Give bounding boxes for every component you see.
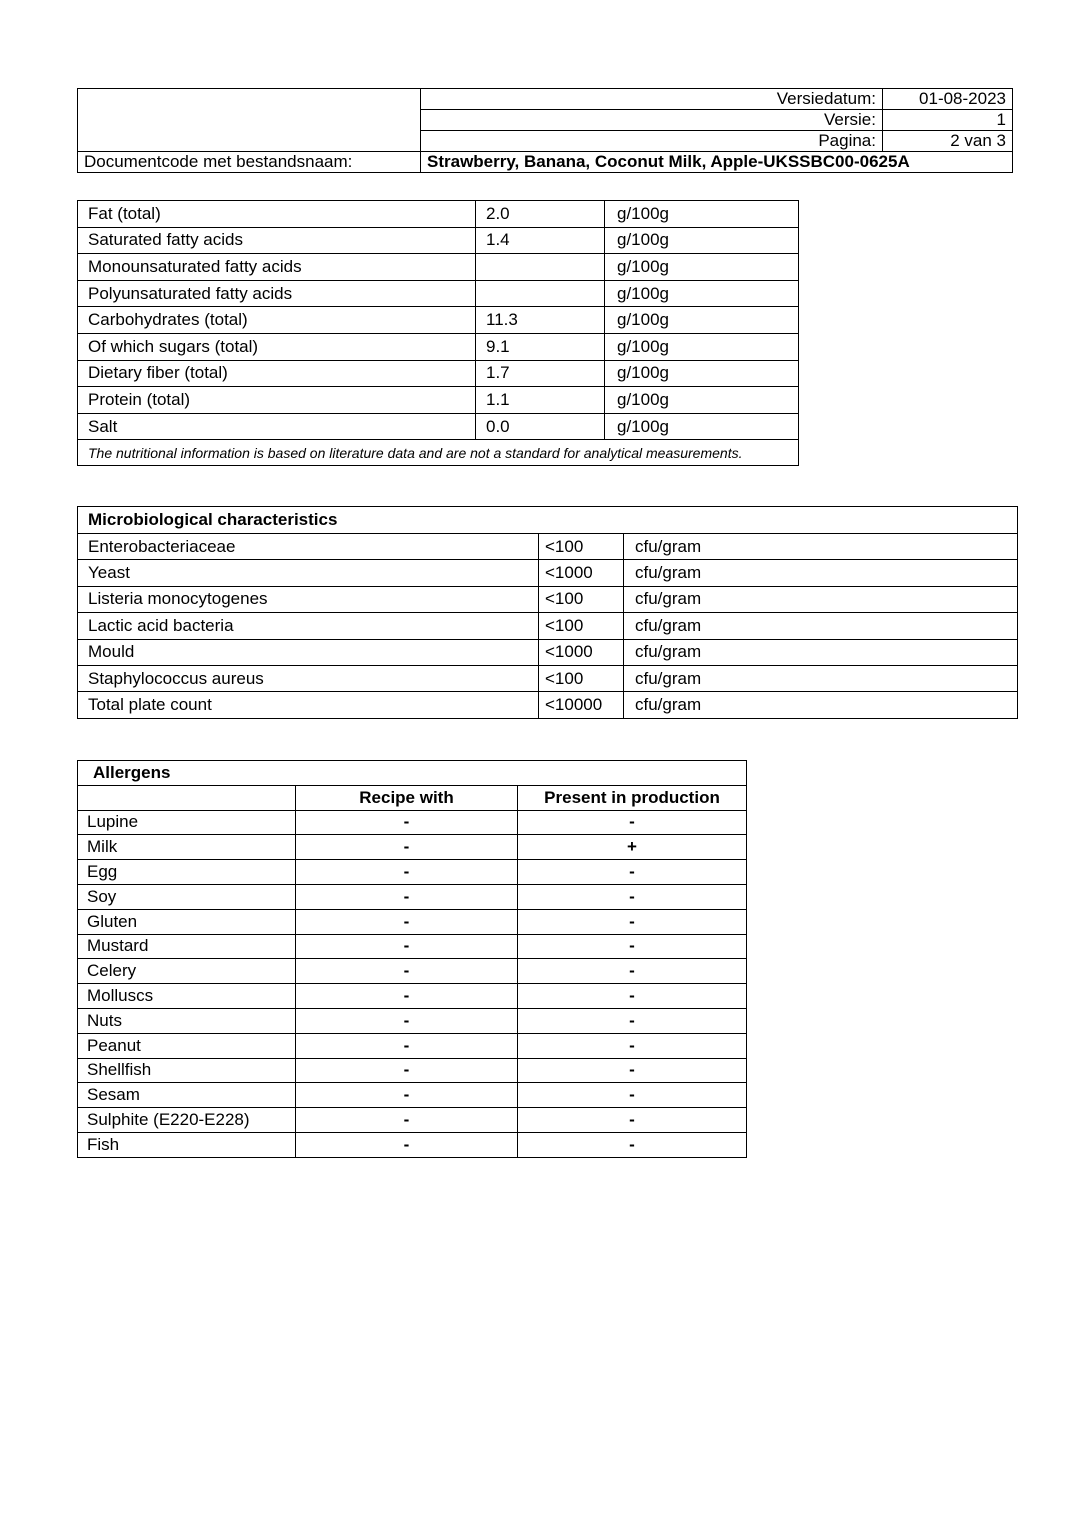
nutrition-table (77, 200, 799, 466)
allergen-name: Nuts (78, 1008, 296, 1033)
nutrition-note: The nutritional information is based on literature data and are not a standard for analytical measurements. (78, 440, 799, 466)
allergen-name: Celery (78, 959, 296, 984)
allergens-table (77, 760, 747, 1158)
micro-unit: cfu/gram (624, 560, 1018, 586)
page-value: 2 van 3 (883, 131, 1013, 152)
allergen-recipe: - (296, 860, 518, 885)
micro-value: <1000 (539, 639, 624, 665)
nutrient-value: 2.0 (476, 201, 605, 228)
nutrient-value: 0.0 (476, 413, 605, 440)
allergen-recipe: - (296, 1132, 518, 1157)
nutrient-unit: g/100g (605, 227, 799, 254)
table-row (78, 1058, 747, 1083)
allergen-name: Peanut (78, 1033, 296, 1058)
micro-value: <10000 (539, 692, 624, 718)
table-row (78, 1132, 747, 1157)
micro-unit: cfu/gram (624, 692, 1018, 718)
doc-code-label: Documentcode met bestandsnaam: (78, 152, 421, 173)
nutrient-name: Protein (total) (78, 387, 476, 414)
micro-value: <100 (539, 534, 624, 560)
micro-name: Enterobacteriaceae (78, 534, 539, 560)
present-in-production-header: Present in production (518, 785, 747, 810)
allergen-production: - (518, 884, 747, 909)
nutrient-value: 1.7 (476, 360, 605, 387)
micro-unit: cfu/gram (624, 613, 1018, 639)
micro-unit: cfu/gram (624, 534, 1018, 560)
header-blank-cell (78, 89, 421, 152)
nutrient-name: Fat (total) (78, 201, 476, 228)
micro-value: <1000 (539, 560, 624, 586)
nutrient-value (476, 254, 605, 281)
allergens-header-blank (78, 785, 296, 810)
nutrient-name: Dietary fiber (total) (78, 360, 476, 387)
table-row (78, 665, 1018, 691)
allergen-production: - (518, 1033, 747, 1058)
allergen-name: Egg (78, 860, 296, 885)
table-row (78, 692, 1018, 718)
micro-unit: cfu/gram (624, 639, 1018, 665)
allergen-name: Milk (78, 835, 296, 860)
allergen-production: - (518, 810, 747, 835)
allergens-title: Allergens (78, 761, 747, 786)
allergen-recipe: - (296, 884, 518, 909)
nutrient-unit: g/100g (605, 201, 799, 228)
nutrient-value: 1.1 (476, 387, 605, 414)
nutrient-value: 1.4 (476, 227, 605, 254)
table-row (78, 810, 747, 835)
table-row (78, 934, 747, 959)
table-row (78, 1108, 747, 1133)
table-row (78, 280, 799, 307)
nutrient-name: Polyunsaturated fatty acids (78, 280, 476, 307)
nutrient-name: Saturated fatty acids (78, 227, 476, 254)
nutrient-value (476, 280, 605, 307)
allergen-recipe: - (296, 1033, 518, 1058)
nutrient-unit: g/100g (605, 254, 799, 281)
table-row (78, 909, 747, 934)
nutrient-unit: g/100g (605, 333, 799, 360)
allergen-name: Lupine (78, 810, 296, 835)
nutrient-value: 11.3 (476, 307, 605, 334)
table-row (78, 307, 799, 334)
micro-name: Listeria monocytogenes (78, 586, 539, 612)
micro-name: Lactic acid bacteria (78, 613, 539, 639)
doc-code-value: Strawberry, Banana, Coconut Milk, Apple-UKSSBC00-0625A (421, 152, 1013, 173)
allergen-recipe: - (296, 1083, 518, 1108)
allergen-recipe: - (296, 959, 518, 984)
allergen-name: Fish (78, 1132, 296, 1157)
allergen-production: - (518, 860, 747, 885)
micro-name: Yeast (78, 560, 539, 586)
table-row (78, 1008, 747, 1033)
micro-value: <100 (539, 665, 624, 691)
table-row (78, 413, 799, 440)
table-row (78, 835, 747, 860)
micro-value: <100 (539, 586, 624, 612)
table-row (78, 639, 1018, 665)
allergen-name: Shellfish (78, 1058, 296, 1083)
allergen-name: Sulphite (E220-E228) (78, 1108, 296, 1133)
nutrient-value: 9.1 (476, 333, 605, 360)
micro-name: Total plate count (78, 692, 539, 718)
microbiology-table (77, 506, 1018, 719)
allergen-recipe: - (296, 984, 518, 1009)
document-header (77, 88, 1013, 173)
micro-value: <100 (539, 613, 624, 639)
allergen-production: - (518, 934, 747, 959)
allergen-production: - (518, 1132, 747, 1157)
micro-unit: cfu/gram (624, 586, 1018, 612)
table-row (78, 1083, 747, 1108)
allergen-production: - (518, 959, 747, 984)
version-date-label: Versiedatum: (421, 89, 883, 110)
nutrient-unit: g/100g (605, 307, 799, 334)
nutrient-unit: g/100g (605, 387, 799, 414)
allergen-recipe: - (296, 835, 518, 860)
table-row (78, 959, 747, 984)
allergen-recipe: - (296, 909, 518, 934)
table-row (78, 227, 799, 254)
table-row (78, 360, 799, 387)
nutrient-unit: g/100g (605, 360, 799, 387)
version-label: Versie: (421, 110, 883, 131)
allergen-name: Gluten (78, 909, 296, 934)
allergen-production: + (518, 835, 747, 860)
nutrient-unit: g/100g (605, 280, 799, 307)
table-row (78, 884, 747, 909)
table-row (78, 254, 799, 281)
allergen-name: Soy (78, 884, 296, 909)
recipe-with-header: Recipe with (296, 785, 518, 810)
table-row (78, 613, 1018, 639)
table-row (78, 201, 799, 228)
allergen-production: - (518, 1058, 747, 1083)
allergen-production: - (518, 1008, 747, 1033)
allergen-name: Mustard (78, 934, 296, 959)
table-row (78, 1033, 747, 1058)
nutrient-unit: g/100g (605, 413, 799, 440)
allergen-recipe: - (296, 934, 518, 959)
allergen-name: Molluscs (78, 984, 296, 1009)
allergen-recipe: - (296, 810, 518, 835)
micro-name: Staphylococcus aureus (78, 665, 539, 691)
allergen-production: - (518, 984, 747, 1009)
nutrient-name: Monounsaturated fatty acids (78, 254, 476, 281)
allergen-recipe: - (296, 1108, 518, 1133)
table-row (78, 560, 1018, 586)
table-row (78, 333, 799, 360)
nutrient-name: Carbohydrates (total) (78, 307, 476, 334)
table-row (78, 984, 747, 1009)
allergen-production: - (518, 1083, 747, 1108)
table-row (78, 387, 799, 414)
microbiology-title: Microbiological characteristics (78, 507, 1018, 534)
allergen-name: Sesam (78, 1083, 296, 1108)
version-date-value: 01-08-2023 (883, 89, 1013, 110)
nutrient-name: Salt (78, 413, 476, 440)
allergen-recipe: - (296, 1058, 518, 1083)
nutrient-name: Of which sugars (total) (78, 333, 476, 360)
table-row (78, 534, 1018, 560)
table-row (78, 860, 747, 885)
micro-name: Mould (78, 639, 539, 665)
table-row (78, 586, 1018, 612)
page-label: Pagina: (421, 131, 883, 152)
allergen-production: - (518, 1108, 747, 1133)
micro-unit: cfu/gram (624, 665, 1018, 691)
allergen-recipe: - (296, 1008, 518, 1033)
version-value: 1 (883, 110, 1013, 131)
allergen-production: - (518, 909, 747, 934)
